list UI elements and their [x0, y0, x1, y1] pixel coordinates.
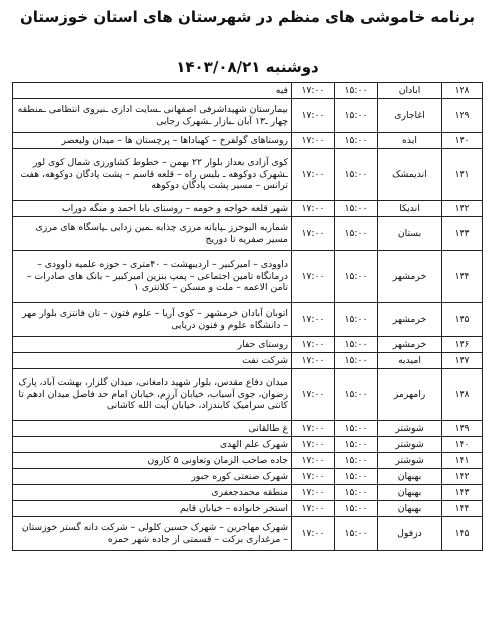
time-to: ۱۷:۰۰ — [292, 437, 335, 453]
schedule-row — [13, 353, 483, 369]
affected-areas: منطقه محمدجعفری — [13, 485, 292, 501]
city-name: بهبهان — [378, 485, 442, 501]
row-number: ۱۴۳ — [442, 485, 483, 501]
affected-areas: داوودی – امیرکبیر – اردیبهشت – ۴۰متری – حوزه علمیه داوودی – درمانگاه تامین اجتماعی – پمپ بنزین امیرکبیر – بانک های صادرات – تامن الاعمه – ملت و مسکن – کلانتری ۱ — [13, 251, 292, 303]
schedule-row — [13, 83, 483, 99]
affected-areas: اتوبان آبادان خرمشهر – کوی آریا – علوم فتون – تان فانتزی بلوار مهر – دانشگاه علوم و فنون دریایی — [13, 303, 292, 337]
city-name: ابادان — [378, 83, 442, 99]
time-from: ۱۵:۰۰ — [335, 485, 378, 501]
schedule-row — [13, 337, 483, 353]
time-to: ۱۷:۰۰ — [292, 251, 335, 303]
city-name: اغاجاری — [378, 99, 442, 133]
affected-areas: غ طالقانی — [13, 421, 292, 437]
time-to: ۱۷:۰۰ — [292, 217, 335, 251]
row-number: ۱۳۸ — [442, 369, 483, 421]
row-number: ۱۲۸ — [442, 83, 483, 99]
time-to: ۱۷:۰۰ — [292, 201, 335, 217]
time-from: ۱۵:۰۰ — [335, 469, 378, 485]
row-number: ۱۳۳ — [442, 217, 483, 251]
row-number: ۱۴۲ — [442, 469, 483, 485]
outage-schedule-body — [13, 83, 483, 551]
time-from: ۱۵:۰۰ — [335, 83, 378, 99]
city-name: امیدیه — [378, 353, 442, 369]
city-name: خرمشهر — [378, 251, 442, 303]
time-from: ۱۵:۰۰ — [335, 201, 378, 217]
schedule-row — [13, 303, 483, 337]
affected-areas: شهرک علم الهدی — [13, 437, 292, 453]
time-from: ۱۵:۰۰ — [335, 501, 378, 517]
time-from: ۱۵:۰۰ — [335, 217, 378, 251]
affected-areas: شرکت نفت — [13, 353, 292, 369]
row-number: ۱۳۱ — [442, 149, 483, 201]
row-number: ۱۴۵ — [442, 517, 483, 551]
time-to: ۱۷:۰۰ — [292, 133, 335, 149]
schedule-row — [13, 251, 483, 303]
schedule-row — [13, 517, 483, 551]
city-name: بهبهان — [378, 501, 442, 517]
time-to: ۱۷:۰۰ — [292, 485, 335, 501]
time-from: ۱۵:۰۰ — [335, 353, 378, 369]
time-to: ۱۷:۰۰ — [292, 453, 335, 469]
time-to: ۱۷:۰۰ — [292, 469, 335, 485]
schedule-row — [13, 485, 483, 501]
affected-areas: شهرک مهاجرین – شهرک حسین کلولی – شرکت دانه گستر خوزستان – مرغداری برکت – قسمتی از جاده شهر حمزه — [13, 517, 292, 551]
affected-areas: شهر قلعه خواجه و حومه – روستای بابا احمد و منگه دوراب — [13, 201, 292, 217]
schedule-row — [13, 99, 483, 133]
schedule-row — [13, 149, 483, 201]
row-number: ۱۴۰ — [442, 437, 483, 453]
row-number: ۱۳۶ — [442, 337, 483, 353]
affected-areas: جاده صاحب الزمان وتعاونی ۵ کارون — [13, 453, 292, 469]
time-to: ۱۷:۰۰ — [292, 303, 335, 337]
time-from: ۱۵:۰۰ — [335, 421, 378, 437]
city-name: اندیمشک — [378, 149, 442, 201]
outage-schedule-table — [12, 82, 483, 551]
time-to: ۱۷:۰۰ — [292, 353, 335, 369]
time-to: ۱۷:۰۰ — [292, 517, 335, 551]
row-number: ۱۳۷ — [442, 353, 483, 369]
document-date: دوشنبه ۱۴۰۳/۰۸/۲۱ — [176, 58, 319, 76]
time-from: ۱۵:۰۰ — [335, 149, 378, 201]
affected-areas: بیمارستان شهیداشرفی اصفهانی ـسایت اداری ـنیروی انتظامی ـمنطقه چهار ـ۱۳ آبان ـبازار ـشهرک رجایی — [13, 99, 292, 133]
schedule-row — [13, 369, 483, 421]
schedule-row — [13, 201, 483, 217]
affected-areas: کوی آزادی بعداز بلوار ۲۲ بهمن – خطوط کشاورزی شمال کوی لور ـشهرک دوکوهه ـ بلیس راه – قلعه قاسم – پشت پادگان دوکوهه، هفت ترانس – مسیر پشت پادگان دوکوهه — [13, 149, 292, 201]
time-to: ۱۷:۰۰ — [292, 83, 335, 99]
row-number: ۱۴۱ — [442, 453, 483, 469]
affected-areas: شهرک صنعتی کوره جبور — [13, 469, 292, 485]
schedule-row — [13, 217, 483, 251]
row-number: ۱۳۹ — [442, 421, 483, 437]
city-name: شوشتر — [378, 437, 442, 453]
city-name: ایذه — [378, 133, 442, 149]
affected-areas: فیه — [13, 83, 292, 99]
schedule-row — [13, 133, 483, 149]
city-name: بستان — [378, 217, 442, 251]
affected-areas: میدان دفاع مقدس، بلوار شهید دامغانی، میدان گلزار، بهشت آباد، پارک رضوان، جوی آسیاب، خیابان آرزم، خیابان امام حد فاصل میدان ادهم تا کانتی سرامیک کابندزاد، خیابان آیت الله کاشانی — [13, 369, 292, 421]
affected-areas: روستاهای گولفرخ – کهباداها – پرچستان ها – میدان ولیعصر — [13, 133, 292, 149]
schedule-row — [13, 437, 483, 453]
city-name: اندیکا — [378, 201, 442, 217]
row-number: ۱۳۴ — [442, 251, 483, 303]
time-to: ۱۷:۰۰ — [292, 149, 335, 201]
affected-areas: شماریه البوحرز ـپایانه مرزی چذابه ـمین زدایی ـپاسگاه های مرزی مسیر صفریه تا دوریج — [13, 217, 292, 251]
time-from: ۱۵:۰۰ — [335, 369, 378, 421]
time-from: ۱۵:۰۰ — [335, 133, 378, 149]
schedule-row — [13, 421, 483, 437]
time-to: ۱۷:۰۰ — [292, 501, 335, 517]
city-name: خرمشهر — [378, 303, 442, 337]
schedule-row — [13, 501, 483, 517]
city-name: رامهرمز — [378, 369, 442, 421]
affected-areas: استخر خانواده – خیابان قایم — [13, 501, 292, 517]
row-number: ۱۴۴ — [442, 501, 483, 517]
time-to: ۱۷:۰۰ — [292, 99, 335, 133]
city-name: شوشتر — [378, 421, 442, 437]
time-from: ۱۵:۰۰ — [335, 99, 378, 133]
city-name: شوشتر — [378, 453, 442, 469]
time-from: ۱۵:۰۰ — [335, 517, 378, 551]
city-name: خرمشهر — [378, 337, 442, 353]
schedule-row — [13, 469, 483, 485]
time-to: ۱۷:۰۰ — [292, 421, 335, 437]
row-number: ۱۲۹ — [442, 99, 483, 133]
time-from: ۱۵:۰۰ — [335, 337, 378, 353]
row-number: ۱۳۵ — [442, 303, 483, 337]
city-name: دزفول — [378, 517, 442, 551]
time-from: ۱۵:۰۰ — [335, 437, 378, 453]
time-from: ۱۵:۰۰ — [335, 251, 378, 303]
time-from: ۱۵:۰۰ — [335, 453, 378, 469]
affected-areas: روستای حفار — [13, 337, 292, 353]
schedule-row — [13, 453, 483, 469]
time-to: ۱۷:۰۰ — [292, 337, 335, 353]
city-name: بهبهان — [378, 469, 442, 485]
time-from: ۱۵:۰۰ — [335, 303, 378, 337]
row-number: ۱۳۰ — [442, 133, 483, 149]
document-title: برنامه خاموشی های منظم در شهرستان های استان خوزستان — [19, 8, 476, 26]
time-to: ۱۷:۰۰ — [292, 369, 335, 421]
row-number: ۱۳۲ — [442, 201, 483, 217]
